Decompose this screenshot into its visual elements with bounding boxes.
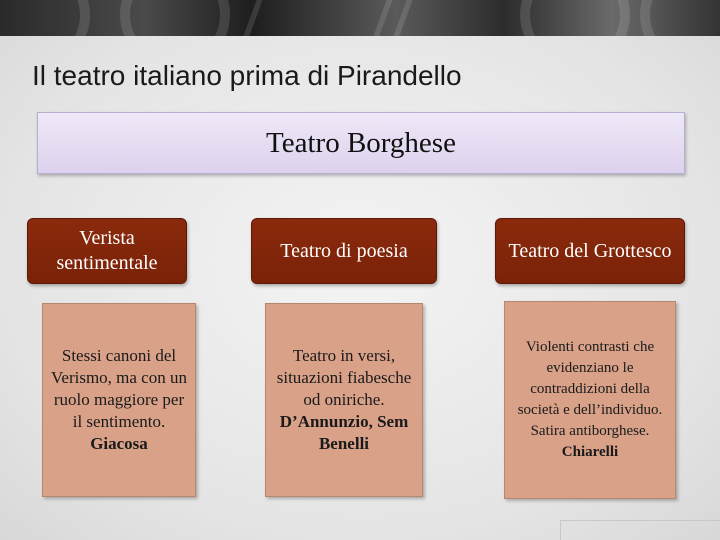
gear-decoration <box>520 0 630 36</box>
top-banner-image <box>0 0 720 36</box>
gear-decoration <box>640 0 720 36</box>
column-heading-box <box>495 218 685 284</box>
column-heading: Verista sentimentale <box>56 227 158 274</box>
banner-stripe <box>373 0 392 36</box>
column-content-box <box>42 303 196 497</box>
column-heading-box <box>251 218 437 284</box>
column-heading-box <box>27 218 187 284</box>
column-text: Violenti contrasti che evidenziano le contraddizioni della società e dell’individuo. Satira antiborghese. <box>517 339 663 439</box>
header-box <box>37 112 685 174</box>
gear-decoration <box>0 0 90 36</box>
column-text: Teatro in versi, situazioni fiabesche od oniriche. <box>276 346 412 409</box>
column-author: Chiarelli <box>561 444 619 460</box>
gear-decoration <box>120 0 230 36</box>
corner-decoration <box>560 520 720 540</box>
column-author: D’Annunzio, Sem Benelli <box>279 412 409 453</box>
banner-stripe <box>393 0 412 36</box>
column-content-box <box>265 303 423 497</box>
slide-title: Il teatro italiano prima di Pirandello <box>32 60 462 91</box>
header-label: Teatro Borghese <box>266 126 456 159</box>
column-heading: Teatro del Grottesco <box>508 239 672 262</box>
column-author: Giacosa <box>90 434 148 453</box>
column-content-box <box>504 301 676 499</box>
banner-stripe <box>243 0 262 36</box>
column-heading: Teatro di poesia <box>280 239 408 262</box>
column-text: Stessi canoni del Verismo, ma con un ruolo maggiore per il sentimento. <box>51 346 187 431</box>
